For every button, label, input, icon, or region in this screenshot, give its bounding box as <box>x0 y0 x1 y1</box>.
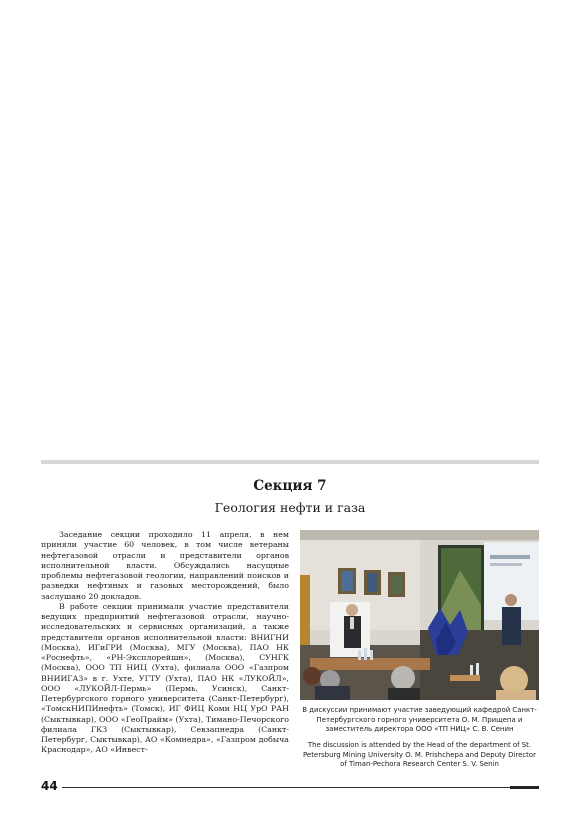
body-paragraph: В работе секции принимали участие представители ведущих предприятий нефтегазовой отрасли, научно-исследовательских и сервисных организаций, а также представители органов исполнительной власти: ВНИГНИ (Москва), ИГиГРИ (Москва), МГУ (Москва), ПАО НК «Роснефть», «РН-Эксплорейшн», (Москва), СУНГК (Москва), ООО ТП НИЦ (Ухта), филиала ООО «Газпром ВНИИГАЗ» в г. Ухте, УГТУ (Ухта), ПАО НК «ЛУКОЙЛ», ООО «ЛУКОЙЛ-Пермь» (Пермь, Усинск), Санкт-Петербургского горного университета (Санкт-Петербург), «ТомскНИПИнефть» (Томск), ИГ ФИЦ Коми НЦ УрО РАН (Сыктывкар), ООО «ГеоПрайм» (Ухта), Тимано-Печорского филиала ГКЗ (Сыктывкар), Севзапнедра (Санкт-Петербург, Сыктывкар), АО «Комнедра», «Газпром добыча Краснодар», АО «Инвест- <box>41 601 289 755</box>
article-body <box>41 530 289 756</box>
footer-rule-accent <box>510 786 539 789</box>
section-title: Секция 7 <box>253 478 327 494</box>
conference-photo <box>300 530 539 700</box>
footer-rule <box>62 787 539 788</box>
photo-caption-ru: В дискуссии принимают участие заведующий кафедрой Санкт-Петербургского горного университета О. М. Прищепа и заместитель директора ООО «ТП НИЦ» С. В. Сенин <box>302 706 537 733</box>
photo-caption-en: The discussion is attended by the Head of the department of St. Petersburg Mining University O. M. Prishchepa and Deputy Director of Timan-Pechora Research Center S. V. Senin <box>303 741 536 768</box>
section-subtitle: Геология нефти и газа <box>214 500 366 515</box>
section-divider <box>41 460 539 464</box>
page-number: 44 <box>41 779 58 793</box>
body-paragraph: Заседание секции проходило 11 апреля, в нем приняли участие 60 человек, в том числе ветераны нефтегазовой отрасли и представители органов исполнительной власти. Обсуждались насущные проблемы нефтегазовой геологии, направлений поисков и разведки нефтяных и газовых месторождений, было заслушано 20 докладов. <box>41 530 289 601</box>
